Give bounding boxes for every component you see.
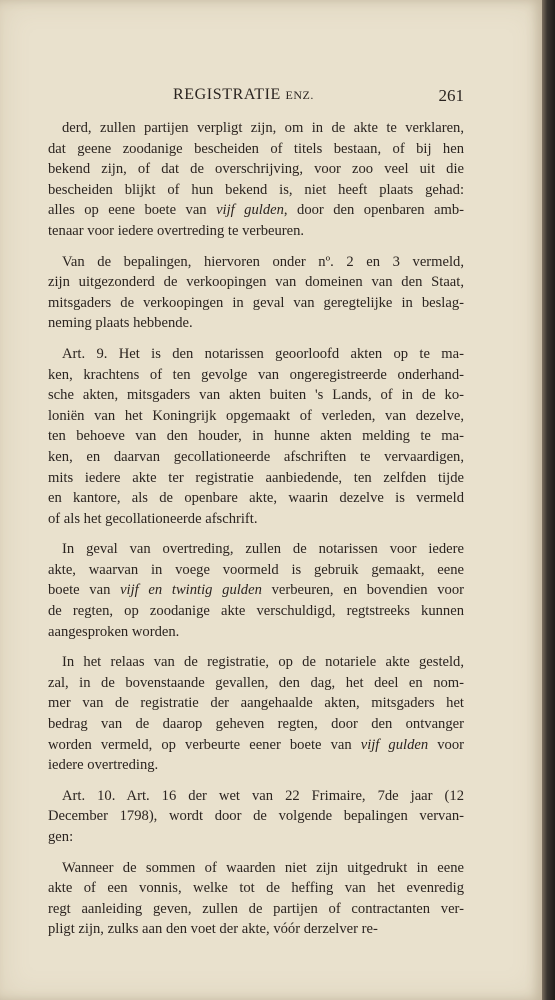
text-run: iedere overtreding.: [48, 757, 159, 774]
text-run: akte, waarvan in voege voormeld is gebruik gemaakt, eene: [48, 561, 464, 578]
text-run: of als het gecollationeerde afschrift.: [48, 510, 258, 527]
text-run: worden vermeld, op verbeurte eener boete van: [48, 736, 361, 753]
text-line: [48, 806, 464, 827]
text-line: [48, 426, 464, 447]
text-run: In het relaas van de registratie, op de notariele akte gesteld,: [62, 654, 464, 671]
page-edge-shadow: [542, 0, 555, 1000]
text-line: [48, 488, 464, 509]
text-run: ten behoeve van den houder, in hunne akten melding te ma-: [48, 428, 464, 445]
text-line: [48, 827, 464, 848]
text-line: [48, 755, 464, 776]
text-line: [48, 313, 464, 334]
text-line: [48, 406, 464, 427]
text-run: tenaar voor iedere overtreding te verbeuren.: [48, 222, 305, 239]
text-run: December 1798), wordt door de volgende bepalingen vervan-: [48, 808, 464, 825]
text-run: bedrag van de daarop geheven regten, door den ontvanger: [48, 716, 464, 733]
text-run: sche akten, mitsgaders van akten buiten 's Lands, of in de ko-: [48, 387, 464, 404]
text-line: [48, 139, 464, 160]
text-line: [48, 786, 464, 807]
text-line: [48, 858, 464, 879]
text-run: loniën van het Koningrijk opgemaakt of verleden, van dezelve,: [48, 407, 464, 424]
page-header: [48, 86, 464, 108]
text-line: [48, 735, 464, 756]
text-run: akte of een vonnis, welke tot de heffing van het evenredig: [48, 880, 464, 897]
running-head-suffix: ENZ.: [285, 88, 314, 102]
running-head-title: REGISTRATIE: [173, 86, 281, 103]
text-run: Art. 9. Het is den notarissen geoorloofd akten op te ma-: [62, 345, 464, 362]
text-line: [48, 385, 464, 406]
text-line: [48, 878, 464, 899]
text-run: Wanneer de sommen of waarden niet zijn uitgedrukt in eene: [62, 859, 464, 876]
text-run: neming plaats hebbende.: [48, 315, 193, 332]
paragraph: [48, 252, 464, 334]
text-line: [48, 221, 464, 242]
text-line: [48, 509, 464, 530]
text-run: , door den openbaren amb-: [283, 202, 465, 219]
paragraph: [48, 652, 464, 776]
text-line: [48, 447, 464, 468]
text-run: zal, in de bovenstaande gevallen, den dag, het deel en nom-: [48, 674, 464, 691]
text-body: [48, 118, 464, 950]
text-run: mitsgaders de verkoopingen in geval van geregtelijke in beslag-: [48, 294, 464, 311]
paragraph: [48, 539, 464, 642]
text-line: [48, 693, 464, 714]
text-run: regt aanleiding geven, zullen de partijen of contractanten ver-: [48, 900, 464, 917]
running-head: [173, 86, 314, 104]
text-line: [48, 673, 464, 694]
text-run: boete van: [48, 582, 121, 599]
text-run: mits iedere akte ter registratie aanbiedende, ten zelfden tijde: [48, 469, 464, 486]
text-run: pligt zijn, zulks aan den voet der akte, vóór derzelver re-: [48, 921, 378, 938]
text-line: [48, 601, 464, 622]
paragraph: [48, 344, 464, 529]
text-run: ken, krachtens of ten gevolge van ongeregistreerde onderhand-: [48, 366, 464, 383]
text-line: [48, 919, 464, 940]
text-run: Van de bepalingen, hiervoren onder nº. 2 en 3 vermeld,: [62, 253, 464, 270]
text-line: [48, 252, 464, 273]
page-number: 261: [438, 86, 464, 105]
text-line: [48, 344, 464, 365]
text-line: [48, 118, 464, 139]
text-line: [48, 180, 464, 201]
paragraph: [48, 118, 464, 242]
text-run: gen:: [48, 829, 74, 845]
text-line: [48, 159, 464, 180]
text-line: [48, 272, 464, 293]
text-line: [48, 539, 464, 560]
text-run: zijn uitgezonderd de verkoopingen van domeinen van den Staat,: [48, 274, 464, 291]
italic-amount: vijf gulden: [216, 202, 284, 219]
text-line: [48, 652, 464, 673]
text-line: [48, 899, 464, 920]
text-run: Art. 10. Art. 16 der wet van 22 Frimaire, 7de jaar (12: [62, 787, 464, 804]
text-run: alles op eene boete van: [48, 202, 217, 219]
text-run: en kantore, als de openbare akte, waarin dezelve is vermeld: [48, 490, 464, 507]
text-run: ken, en daarvan gecollationeerde afschriften te vervaardigen,: [48, 448, 464, 465]
text-run: de regten, op zoodanige akte verschuldigd, regtstreeks kunnen: [48, 603, 464, 620]
paragraph: [48, 786, 464, 848]
text-line: [48, 468, 464, 489]
text-line: [48, 622, 464, 643]
paragraph: [48, 858, 464, 940]
italic-amount: vijf gulden: [360, 736, 429, 753]
text-line: [48, 200, 464, 221]
text-run: bescheiden blijkt of hun bekend is, niet heeft plaats gehad:: [48, 181, 464, 198]
text-run: verbeuren, en bovendien voor: [261, 582, 464, 599]
text-run: derd, zullen partijen verpligt zijn, om in de akte te verklaren,: [62, 120, 464, 136]
text-run: aangesproken worden.: [48, 623, 180, 640]
text-run: mer van de registratie der aangehaalde akten, mitsgaders het: [48, 695, 464, 712]
italic-amount: vijf en twintig gulden: [120, 582, 262, 599]
text-run: bekend zijn, of dat de overschrijving, voor zoo veel uit die: [48, 161, 464, 178]
text-line: [48, 560, 464, 581]
text-run: voor: [428, 736, 464, 753]
text-line: [48, 580, 464, 601]
text-line: [48, 293, 464, 314]
text-run: In geval van overtreding, zullen de notarissen voor iedere: [62, 541, 464, 558]
text-line: [48, 365, 464, 386]
text-line: [48, 714, 464, 735]
text-run: dat geene zoodanige bescheiden of titels bestaan, of bij hen: [48, 140, 464, 157]
